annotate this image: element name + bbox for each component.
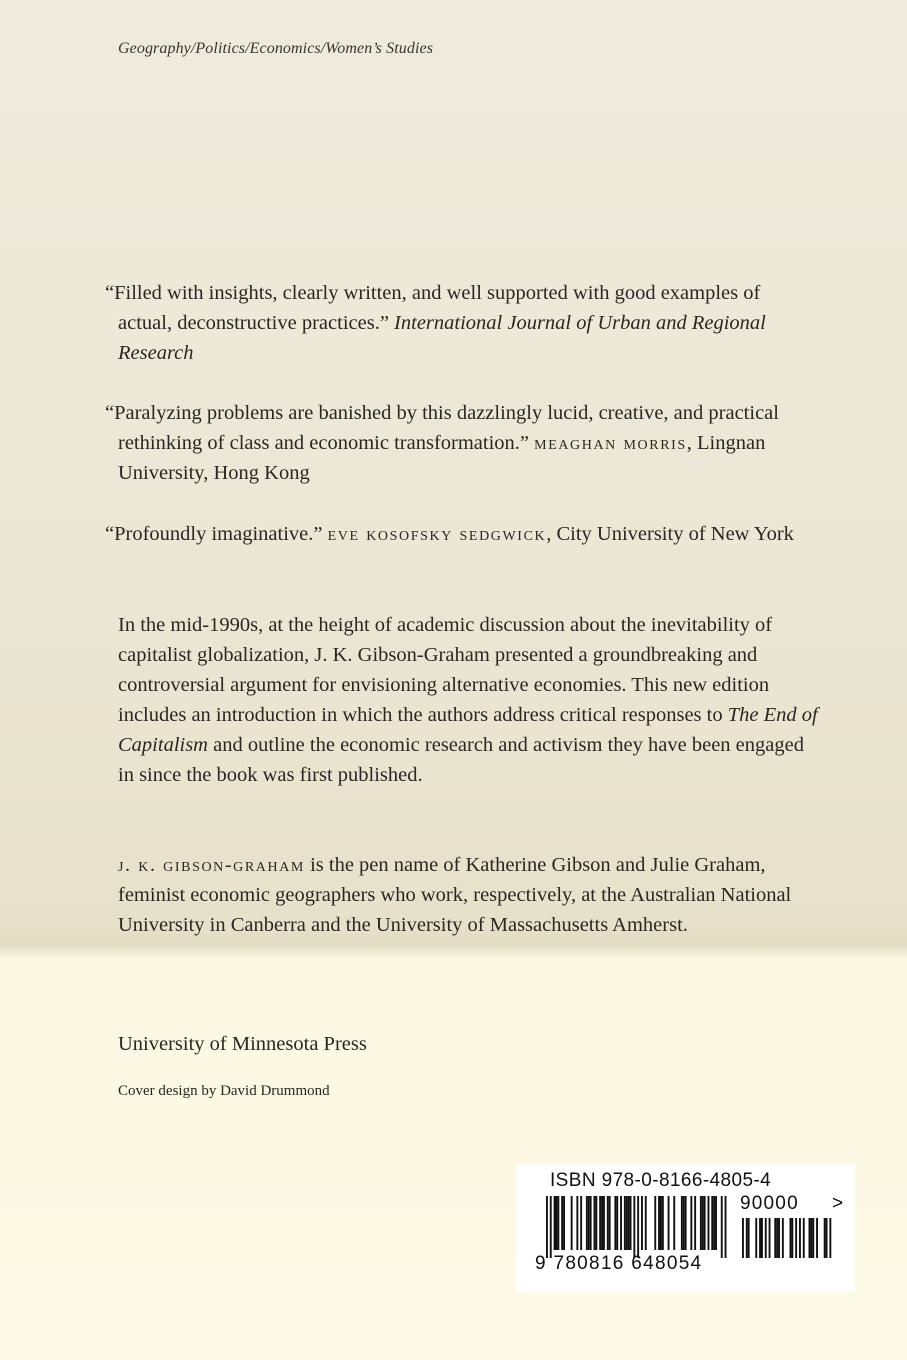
quote-text: “Profoundly imaginative.” [105, 523, 323, 545]
quote-author: meaghan morris [534, 432, 687, 454]
description-text: In the mid-1990s, at the height of academic discussion about the inevitability of capitalist globalization, J. K. Gibson-Graham presented a groundbreaking and controversial argument for envisioning alternative economies. This new edition includes an introduction in which the authors address critical responses to [118, 614, 773, 726]
book-description [118, 610, 818, 790]
supplement-bar [810, 1218, 812, 1258]
author-bio [118, 850, 818, 940]
barcode-bar [609, 1196, 611, 1250]
quiet-zone-arrow: > [832, 1193, 844, 1214]
barcode-bar [654, 1196, 656, 1250]
supplement-bar [812, 1218, 814, 1258]
supplement-bar [791, 1218, 793, 1258]
quote-author: eve kosofsky sedgwick [327, 523, 547, 545]
supplement-bar [774, 1218, 776, 1258]
barcode-bar [702, 1196, 704, 1250]
supplement-bar [790, 1218, 792, 1258]
barcode-bar [580, 1196, 582, 1250]
supplement-bar [759, 1218, 761, 1258]
barcode-bar [590, 1196, 592, 1250]
barcode-bar [694, 1196, 696, 1250]
supplement-bar [803, 1218, 805, 1258]
barcode-bar [630, 1196, 632, 1250]
supplement-bar [746, 1218, 748, 1258]
supplement-bar [826, 1218, 828, 1258]
barcode-bar [704, 1196, 706, 1250]
review-quote-1 [105, 278, 818, 368]
barcode-bar [690, 1196, 692, 1250]
barcode-bar [683, 1196, 685, 1250]
barcode-bar [595, 1196, 597, 1250]
price-code-digits: 90000 [740, 1193, 799, 1214]
subject-category: Geography/Politics/Economics/Women’s Studies [118, 40, 434, 57]
barcode-bar [681, 1196, 683, 1250]
barcode-bar [607, 1196, 609, 1250]
review-quote-3 [105, 519, 818, 549]
barcode-bar [662, 1196, 664, 1250]
supplement-bar [782, 1218, 784, 1258]
cover-design-credit: Cover design by David Drummond [118, 1083, 330, 1099]
supplement-bar [799, 1218, 801, 1258]
supplement-bar [809, 1218, 811, 1258]
barcode-bar [557, 1196, 559, 1250]
barcode-bar [599, 1196, 601, 1250]
barcode-bar [711, 1196, 713, 1250]
barcode-bar [588, 1196, 590, 1250]
supplement-bar [748, 1218, 750, 1258]
barcode-bar [725, 1196, 727, 1258]
supplement-bar [769, 1218, 771, 1258]
barcode-bar [601, 1196, 603, 1250]
supplement-bar [761, 1218, 763, 1258]
review-quote-2 [105, 398, 818, 488]
barcode-bar [556, 1196, 558, 1250]
supplement-bar [776, 1218, 778, 1258]
supplement-bar [816, 1218, 818, 1258]
barcode-bar [685, 1196, 687, 1250]
supplement-bar [795, 1218, 797, 1258]
barcode-bar [637, 1196, 639, 1258]
barcode-bar [713, 1196, 715, 1250]
barcode-bar [594, 1196, 596, 1250]
supplement-bar [824, 1218, 826, 1258]
barcode-bar [620, 1196, 622, 1250]
barcode-bar [715, 1196, 717, 1250]
barcode-bar [550, 1196, 552, 1258]
isbn-label: ISBN 978-0-8166-4805-4 [550, 1170, 772, 1191]
barcode-bar [633, 1196, 635, 1258]
barcode-bar [616, 1196, 618, 1250]
description-text-end: and outline the economic research and activism they have been engaged in since the book was first published. [118, 734, 804, 786]
barcode-bar [668, 1196, 670, 1250]
barcode-bar [603, 1196, 605, 1250]
barcode-bar [576, 1196, 578, 1250]
barcode-bar [614, 1196, 616, 1250]
quote-affiliation: , Lingnan University, Hong Kong [118, 432, 766, 484]
barcode-bar [586, 1196, 588, 1250]
barcode-bar [624, 1196, 626, 1250]
supplement-bar [778, 1218, 780, 1258]
ean-digits: 9 780816 648054 [535, 1253, 703, 1274]
book-title: The End of Capitalism [118, 704, 818, 756]
barcode-bar [546, 1196, 548, 1258]
barcode-bar [673, 1196, 675, 1250]
isbn-barcode [516, 1164, 855, 1292]
supplement-bar [829, 1218, 831, 1258]
barcode-bar [571, 1196, 573, 1250]
barcode-bar [641, 1196, 643, 1250]
barcode-bar [660, 1196, 662, 1250]
supplement-bar [742, 1218, 744, 1258]
barcode-bar [563, 1196, 565, 1250]
supplement-bar [765, 1218, 767, 1258]
barcode-bar [554, 1196, 556, 1250]
barcode-bar [626, 1196, 628, 1250]
author-name: j. k. gibson-graham [118, 854, 305, 876]
quote-text: “Filled with insights, clearly written, and well supported with good examples of actual, deconstructive practices.” [105, 282, 761, 334]
quote-text: “Paralyzing problems are banished by this dazzlingly lucid, creative, and practical rethinking of class and economic transformation.” [105, 402, 779, 454]
bio-text: is the pen name of Katherine Gibson and Julie Graham, feminist economic geographers who work, respectively, at the Australian National University in Canberra and the University of Massachusetts Amherst. [118, 854, 792, 936]
barcode-bar [708, 1196, 710, 1250]
barcode-bar [628, 1196, 630, 1250]
barcode-bar [658, 1196, 660, 1250]
barcode-bar [700, 1196, 702, 1250]
publisher-name: University of Minnesota Press [118, 1033, 367, 1055]
barcode-bar [721, 1196, 723, 1258]
supplement-bar [755, 1218, 757, 1258]
barcode-bar [561, 1196, 563, 1250]
quote-affiliation: , City University of New York [546, 523, 794, 545]
quote-source: International Journal of Urban and Regional Research [118, 312, 766, 364]
barcode-bar [645, 1196, 647, 1250]
